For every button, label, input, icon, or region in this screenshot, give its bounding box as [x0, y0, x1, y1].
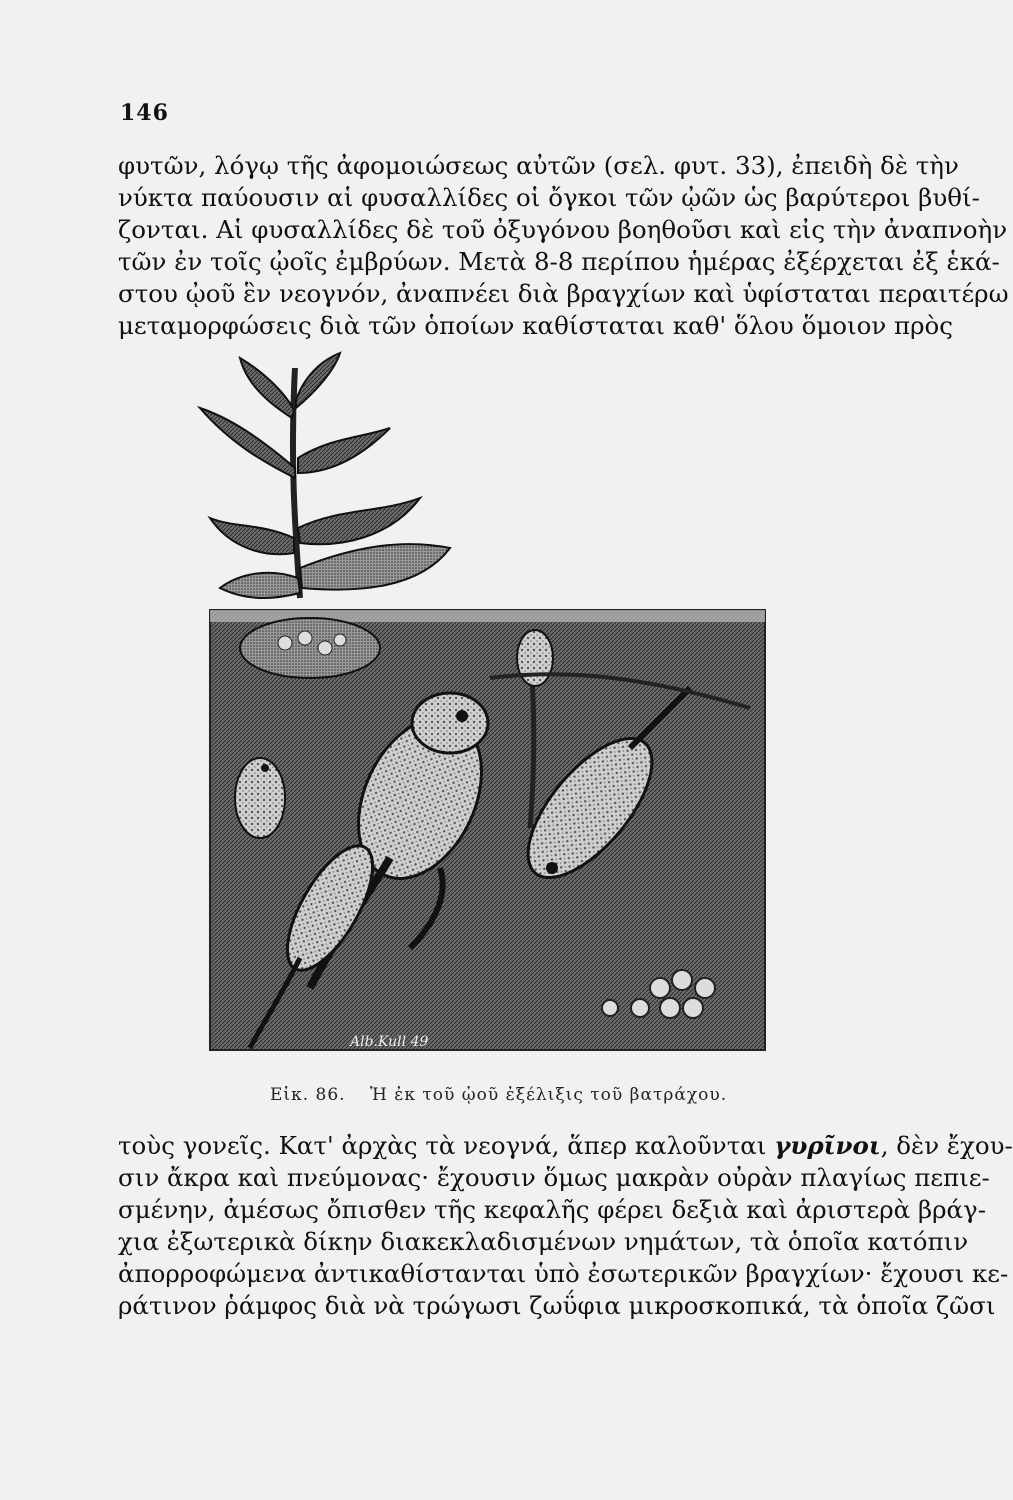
- text-line: ράτινον ῥάμφος διὰ νὰ τρώγωσι ζωΰφια μικροσκοπικά, τὰ ὁποῖα ζῶσι: [118, 1291, 996, 1320]
- emphasis-term: γυρῖνοι: [774, 1131, 881, 1160]
- egg-mass: [240, 618, 380, 678]
- artist-signature: Alb.Kull 49: [350, 1034, 429, 1050]
- text-line: τῶν ἐν τοῖς ᾠοῖς ἐμβρύων. Μετὰ 8-8 περίπου ἡμέρας ἐξέρχεται ἐξ ἑκά-: [118, 247, 1000, 276]
- caption-text: Ἡ ἐκ τοῦ ᾠοῦ ἐξέλιξις τοῦ βατράχου.: [369, 1085, 728, 1105]
- text-line: ζονται. Αἱ φυσαλλίδες δὲ τοῦ ὀξυγόνου βοηθοῦσι καὶ εἰς τὴν ἀναπνοὴν: [118, 215, 1008, 244]
- frog-development-illustration: [190, 348, 770, 1058]
- text-line: ἀπορροφώμενα ἀντικαθίστανται ὑπὸ ἐσωτερικῶν βραγχίων· ἔχουσι κε-: [118, 1259, 1009, 1288]
- figure-caption: [270, 1085, 727, 1105]
- water-plant: [200, 353, 450, 598]
- text-line: μεταμορφώσεις διὰ τῶν ὁποίων καθίσταται καθ' ὅλου ὅμοιον πρὸς: [118, 311, 954, 340]
- text-line: στου ᾠοῦ ἓν νεογνόν, ἀναπνέει διὰ βραγχίων καὶ ὑφίσταται περαιτέρω: [118, 279, 1009, 308]
- text-line: σιν ἄκρα καὶ πνεύμονας· ἔχουσιν ὅμως μακρὰν οὐρὰν πλαγίως πεπιε-: [118, 1163, 990, 1192]
- text-line: σμένην, ἀμέσως ὄπισθεν τῆς κεφαλῆς φέρει δεξιὰ καὶ ἀριστερὰ βράγ-: [118, 1195, 986, 1224]
- paragraph-top: [118, 150, 1009, 342]
- small-frog: [235, 758, 285, 838]
- page-number: 146: [120, 100, 169, 126]
- text-line: χια ἐξωτερικὰ δίκην διακεκλαδισμένων νημάτων, τὰ ὁποῖα κατόπιν: [118, 1227, 969, 1256]
- paragraph-bottom: [118, 1130, 1013, 1322]
- caption-label: Εἰκ. 86.: [270, 1085, 346, 1105]
- text-line: φυτῶν, λόγῳ τῆς ἀφομοιώσεως αὐτῶν (σελ. φυτ. 33), ἐπειδὴ δὲ τὴν: [118, 151, 959, 180]
- text-line: τοὺς γονεῖς. Κατ' ἀρχὰς τὰ νεογνά, ἅπερ καλοῦνται γυρῖνοι, δὲν ἔχου-: [118, 1131, 1013, 1160]
- text-line: νύκτα παύουσιν αἱ φυσαλλίδες οἱ ὄγκοι τῶν ᾠῶν ὡς βαρύτεροι βυθί-: [118, 183, 980, 212]
